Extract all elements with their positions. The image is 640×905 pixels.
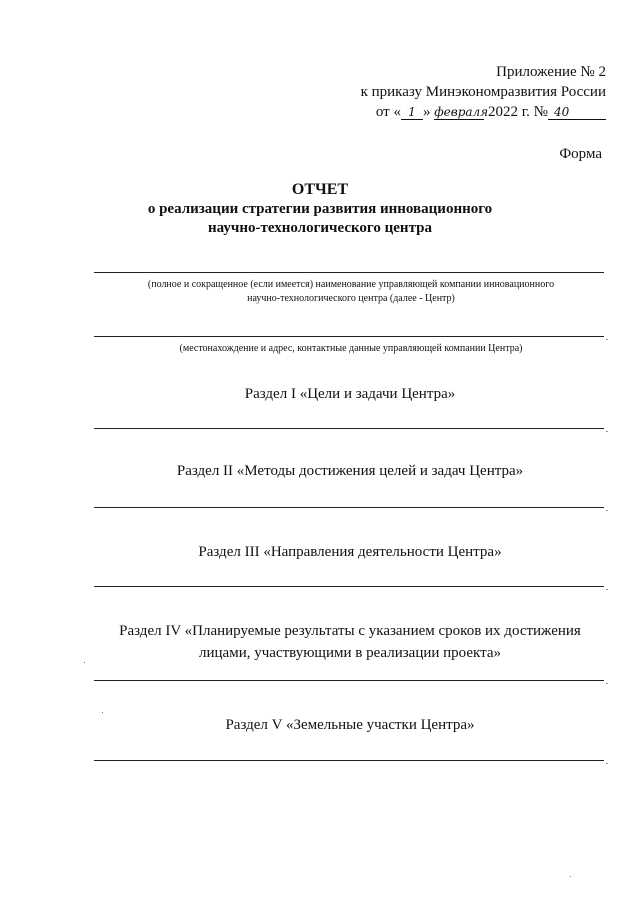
scan-speck [570,876,571,877]
section-4-heading [80,620,620,664]
report-title [0,180,640,238]
title-line-1: ОТЧЕТ [291,181,349,198]
section-5-heading: Раздел V «Земельные участки Центра» [225,717,475,733]
date-prefix: от « [375,104,401,120]
date-mid: » [422,104,431,120]
fill-line-section-3: . [94,586,604,587]
appendix-header [361,62,606,122]
section-4-line-2: лицами, участвующими в реализации проекта» [199,645,501,661]
title-line-2: о реализации стратегии развития инновационного [147,201,493,217]
fill-line-name [94,272,604,273]
handwritten-month: февраля [434,105,489,119]
title-line-3: научно-технологического центра [208,220,432,236]
appendix-order-ref: к приказу Минэкономразвития России [360,84,606,100]
section-4-line-1: Раздел IV «Планируемые результаты с указанием сроков их достижения [119,623,581,639]
scan-speck [102,712,103,713]
appendix-number: Приложение № 2 [496,64,606,80]
date-year: 2022 г. № [487,104,548,120]
caption-location: (местонахождение и адрес, контактные данные управляющей компании Центра) [179,343,523,354]
handwritten-order-number: 40 [548,105,606,120]
form-label: Форма [559,146,602,162]
section-3-heading: Раздел III «Направления деятельности Центра» [198,544,502,560]
fill-line-section-1: . [94,428,604,429]
scan-speck [84,662,85,663]
caption-name [96,278,606,306]
handwritten-day: 1 [401,105,423,120]
section-1-heading: Раздел I «Цели и задачи Центра» [244,386,456,402]
appendix-date-line [361,102,606,122]
caption-name-line-2: научно-технологического центра (далее - Центр) [247,293,455,304]
section-2-heading: Раздел II «Методы достижения целей и задач Центра» [176,463,524,479]
fill-line-section-2: . [94,507,604,508]
fill-line-location: . [94,336,604,337]
fill-line-section-5: . [94,760,604,761]
caption-name-line-1: (полное и сокращенное (если имеется) наименование управляющей компании инновационного [147,279,555,290]
fill-line-section-4: . [94,680,604,681]
